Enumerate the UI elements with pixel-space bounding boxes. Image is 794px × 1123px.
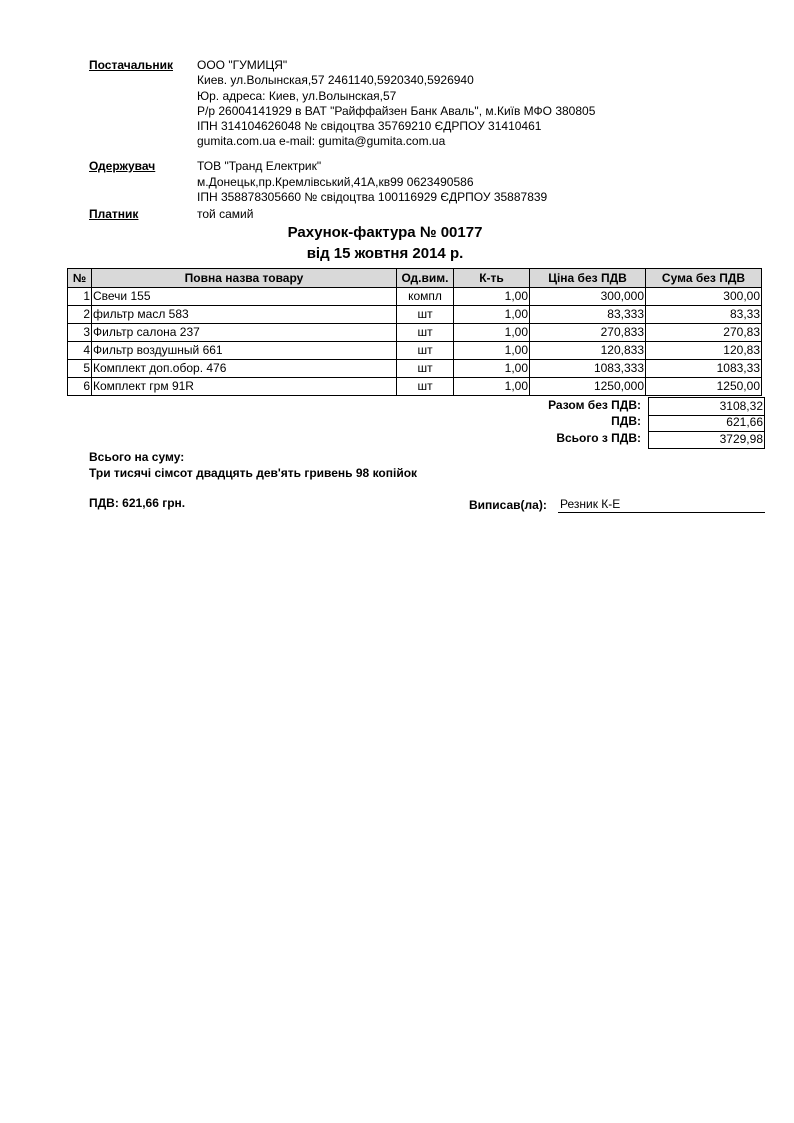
supplier-line: ІПН 314104626048 № свідоцтва 35769210 ЄДРПОУ 31410461 <box>197 119 542 133</box>
issuer-label: Виписав(ла): <box>469 498 547 512</box>
recipient-line: м.Донецьк,пр.Кремлівський,41А,кв99 0623490586 <box>197 175 474 189</box>
table-row <box>68 324 762 342</box>
table-header-row <box>68 269 762 288</box>
supplier-label: Постачальник <box>89 58 173 72</box>
header-sum: Сума без ПДВ <box>646 269 762 288</box>
row-unit: шт <box>397 360 454 378</box>
row-price: 120,833 <box>530 342 646 360</box>
row-price: 300,000 <box>530 288 646 306</box>
vat-line: ПДВ: 621,66 грн. <box>89 496 186 510</box>
table-row <box>68 306 762 324</box>
table-row <box>68 378 762 396</box>
recipient-line: ІПН 358878305660 № свідоцтва 100116929 ЄДРПОУ 35887839 <box>197 190 548 204</box>
row-unit: компл <box>397 288 454 306</box>
row-qty: 1,00 <box>454 378 530 396</box>
row-number: 2 <box>68 306 92 324</box>
payer-value: той самий <box>197 207 254 221</box>
supplier-line: Р/р 26004141929 в ВАТ "Райффайзен Банк Аваль", м.Київ МФО 380805 <box>197 104 596 118</box>
row-sum: 120,83 <box>646 342 762 360</box>
row-unit: шт <box>397 378 454 396</box>
table-row <box>68 288 762 306</box>
items-table <box>67 268 762 396</box>
total-net-label: Разом без ПДВ: <box>548 398 641 412</box>
row-qty: 1,00 <box>454 324 530 342</box>
row-sum: 300,00 <box>646 288 762 306</box>
row-sum: 1083,33 <box>646 360 762 378</box>
row-qty: 1,00 <box>454 288 530 306</box>
total-gross-label: Всього з ПДВ: <box>556 431 641 445</box>
supplier-line: Киев. ул.Волынская,57 2461140,5920340,5926940 <box>197 73 474 87</box>
row-unit: шт <box>397 306 454 324</box>
recipient-line: ТОВ "Транд Електрик" <box>197 159 322 173</box>
supplier-line: Юр. адреса: Киев, ул.Волынская,57 <box>197 89 397 103</box>
row-qty: 1,00 <box>454 360 530 378</box>
total-vat-label: ПДВ: <box>611 414 641 428</box>
table-row <box>68 360 762 378</box>
invoice-title: Рахунок-фактура № 00177 <box>287 224 483 241</box>
supplier-line: gumita.com.ua e-mail: gumita@gumita.com.ua <box>197 134 446 148</box>
issuer-name: Резник К-Е <box>558 497 765 513</box>
row-name: Свечи 155 <box>92 288 397 306</box>
total-net-value: 3108,32 <box>648 397 765 416</box>
row-sum: 1250,00 <box>646 378 762 396</box>
row-number: 4 <box>68 342 92 360</box>
row-name: Комплект грм 91R <box>92 378 397 396</box>
header-unit: Од.вим. <box>397 269 454 288</box>
row-price: 1083,333 <box>530 360 646 378</box>
header-number: № <box>68 269 92 288</box>
payer-label: Платник <box>89 207 139 221</box>
row-qty: 1,00 <box>454 306 530 324</box>
row-unit: шт <box>397 324 454 342</box>
table-row <box>68 342 762 360</box>
row-price: 1250,000 <box>530 378 646 396</box>
row-name: фильтр масл 583 <box>92 306 397 324</box>
row-price: 270,833 <box>530 324 646 342</box>
row-price: 83,333 <box>530 306 646 324</box>
row-name: Фильтр салона 237 <box>92 324 397 342</box>
row-number: 1 <box>68 288 92 306</box>
row-name: Комплект доп.обор. 476 <box>92 360 397 378</box>
total-gross-value: 3729,98 <box>648 431 765 449</box>
header-name: Повна назва товару <box>92 269 397 288</box>
row-sum: 83,33 <box>646 306 762 324</box>
supplier-line: ООО "ГУМИЦЯ" <box>197 58 288 72</box>
row-sum: 270,83 <box>646 324 762 342</box>
header-qty: К-ть <box>454 269 530 288</box>
amount-label: Всього на суму: <box>89 450 185 464</box>
row-qty: 1,00 <box>454 342 530 360</box>
amount-words: Три тисячі сімсот двадцять дев'ять гривень 98 копійок <box>89 466 418 480</box>
row-unit: шт <box>397 342 454 360</box>
invoice-date: від 15 жовтня 2014 р. <box>306 245 464 262</box>
row-number: 6 <box>68 378 92 396</box>
row-name: Фильтр воздушный 661 <box>92 342 397 360</box>
row-number: 3 <box>68 324 92 342</box>
total-vat-value: 621,66 <box>648 414 765 432</box>
row-number: 5 <box>68 360 92 378</box>
recipient-label: Одержувач <box>89 159 156 173</box>
header-price: Ціна без ПДВ <box>530 269 646 288</box>
